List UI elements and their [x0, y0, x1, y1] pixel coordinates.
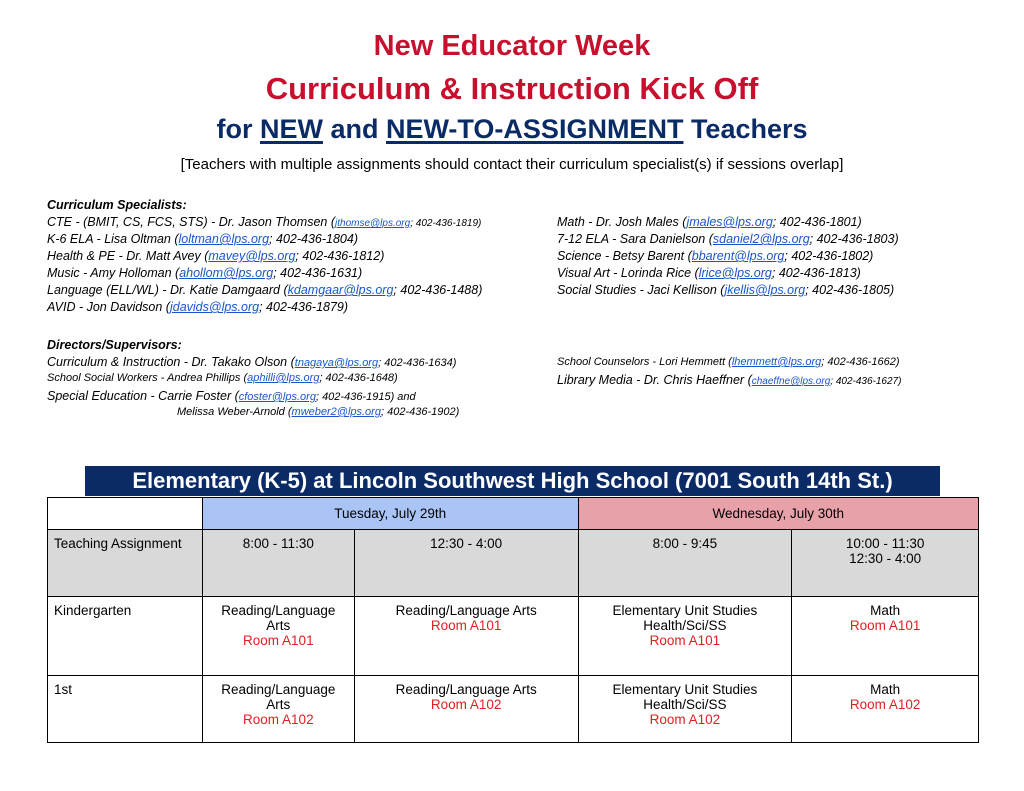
email-link[interactable]: chaeffne@lps.org [751, 376, 831, 387]
contact-line: CTE - (BMIT, CS, FCS, STS) - Dr. Jason Thomsen (jthomse@lps.org; 402-436-1819) [47, 215, 482, 229]
session-cell: Reading/Language Arts Room A102 [354, 676, 578, 743]
session-cell: Elementary Unit Studies Health/Sci/SS Room A101 [578, 597, 792, 676]
email-link[interactable]: lrice@lps.org [698, 266, 772, 280]
session-cell: Math Room A101 [792, 597, 979, 676]
email-link[interactable]: mweber2@lps.org [291, 406, 381, 418]
email-link[interactable]: mavey@lps.org [208, 249, 296, 263]
room-label: Room A101 [243, 633, 314, 648]
email-link[interactable]: aphilli@lps.org [247, 372, 320, 384]
contact-line: Health & PE - Dr. Matt Avey (mavey@lps.org; 402-436-1812) [47, 249, 385, 263]
contact-line: Special Education - Carrie Foster (cfoster@lps.org; 402-436-1915) and [47, 389, 416, 403]
contact-line: Music - Amy Holloman (ahollom@lps.org; 402-436-1631) [47, 266, 363, 280]
contact-line: Math - Dr. Josh Males (jmales@lps.org; 402-436-1801) [557, 215, 862, 229]
time-cell: 10:00 - 11:30 12:30 - 4:00 [792, 530, 979, 597]
contact-line: AVID - Jon Davidson (jdavids@lps.org; 402-436-1879) [47, 300, 349, 314]
contact-line: School Counselors - Lori Hemmett (lhemmett@lps.org; 402-436-1662) [557, 356, 900, 368]
email-link[interactable]: bbarent@lps.org [691, 249, 785, 263]
contact-line: Science - Betsy Barent (bbarent@lps.org; 402-436-1802) [557, 249, 874, 263]
room-label: Room A101 [649, 633, 721, 648]
session-cell: Reading/Language Arts Room A101 [202, 597, 354, 676]
schedule-table [47, 497, 979, 743]
title-line-1: New Educator Week [373, 30, 651, 62]
email-link[interactable]: sdaniel2@lps.org [712, 232, 810, 246]
contact-line: K-6 ELA - Lisa Oltman (loltman@lps.org; 402-436-1804) [47, 232, 358, 246]
room-label: Room A101 [430, 618, 502, 633]
new-underlined: NEW [259, 114, 323, 144]
directors-heading: Directors/Supervisors: [47, 338, 182, 352]
contact-line: 7-12 ELA - Sara Danielson (sdaniel2@lps.org; 402-436-1803) [557, 232, 899, 246]
time-cell: 8:00 - 11:30 [202, 530, 354, 597]
email-link[interactable]: ahollom@lps.org [179, 266, 274, 280]
day-header-wednesday: Wednesday, July 30th [578, 498, 978, 530]
table-row [48, 597, 979, 676]
location-banner: Elementary (K-5) at Lincoln Southwest High School (7001 South 14th St.) [85, 466, 940, 496]
directors-right [557, 356, 901, 390]
room-label: Room A102 [243, 712, 314, 727]
email-link[interactable]: loltman@lps.org [178, 232, 270, 246]
contact-line: School Social Workers - Andrea Phillips (aphilli@lps.org; 402-436-1648) [47, 372, 398, 384]
title-line-3: for NEW and NEW-TO-ASSIGNMENT Teachers [216, 114, 808, 144]
contact-line: Library Media - Dr. Chris Haeffner (chaeffne@lps.org; 402-436-1627) [557, 373, 902, 387]
email-link[interactable]: jkellis@lps.org [724, 283, 806, 297]
curriculum-specialists-heading: Curriculum Specialists: [47, 198, 187, 212]
session-cell: Reading/Language Arts Room A101 [354, 597, 578, 676]
email-link[interactable]: jmales@lps.org [686, 215, 773, 229]
email-link[interactable]: tnagaya@lps.org [294, 357, 379, 369]
teaching-assignment-header: Teaching Assignment [48, 530, 203, 597]
room-label: Room A101 [849, 618, 921, 633]
session-cell: Math Room A102 [792, 676, 979, 743]
grade-cell: 1st [48, 676, 203, 743]
email-link[interactable]: lhemmett@lps.org [731, 356, 822, 368]
empty-header-cell [48, 498, 203, 530]
contact-line: Social Studies - Jaci Kellison (jkellis@lps.org; 402-436-1805) [557, 283, 895, 297]
table-row [48, 498, 979, 530]
email-link[interactable]: jdavids@lps.org [169, 300, 260, 314]
session-cell: Reading/Language Arts Room A102 [202, 676, 354, 743]
email-link[interactable]: jthomse@lps.org [335, 218, 411, 229]
contact-line: Language (ELL/WL) - Dr. Katie Damgaard (kdamgaar@lps.org; 402-436-1488) [47, 283, 483, 297]
grade-cell: Kindergarten [48, 597, 203, 676]
time-cell: 8:00 - 9:45 [578, 530, 792, 597]
contact-line: Visual Art - Lorinda Rice (lrice@lps.org; 402-436-1813) [557, 266, 861, 280]
new-to-assignment-underlined: NEW-TO-ASSIGNMENT [385, 114, 684, 144]
room-label: Room A102 [849, 697, 921, 712]
room-label: Room A102 [430, 697, 502, 712]
email-link[interactable]: cfoster@lps.org [238, 391, 316, 403]
title-line-2: Curriculum & Instruction Kick Off [265, 71, 759, 106]
curriculum-specialists-right [557, 215, 899, 300]
email-link[interactable]: kdamgaar@lps.org [287, 283, 394, 297]
contact-line: Curriculum & Instruction - Dr. Takako Olson (tnagaya@lps.org; 402-436-1634) [47, 355, 457, 369]
directors-left [47, 338, 459, 423]
day-header-tuesday: Tuesday, July 29th [202, 498, 578, 530]
room-label: Room A102 [649, 712, 721, 727]
table-row [48, 530, 979, 597]
table-row [48, 676, 979, 743]
overlap-note: [Teachers with multiple assignments should contact their curriculum specialist(s) if sessions overlap] [180, 156, 844, 173]
session-cell: Elementary Unit Studies Health/Sci/SS Room A102 [578, 676, 792, 743]
time-cell: 12:30 - 4:00 [354, 530, 578, 597]
curriculum-specialists-left [47, 198, 482, 317]
contact-line: Melissa Weber-Arnold (mweber2@lps.org; 402-436-1902) [177, 406, 460, 418]
